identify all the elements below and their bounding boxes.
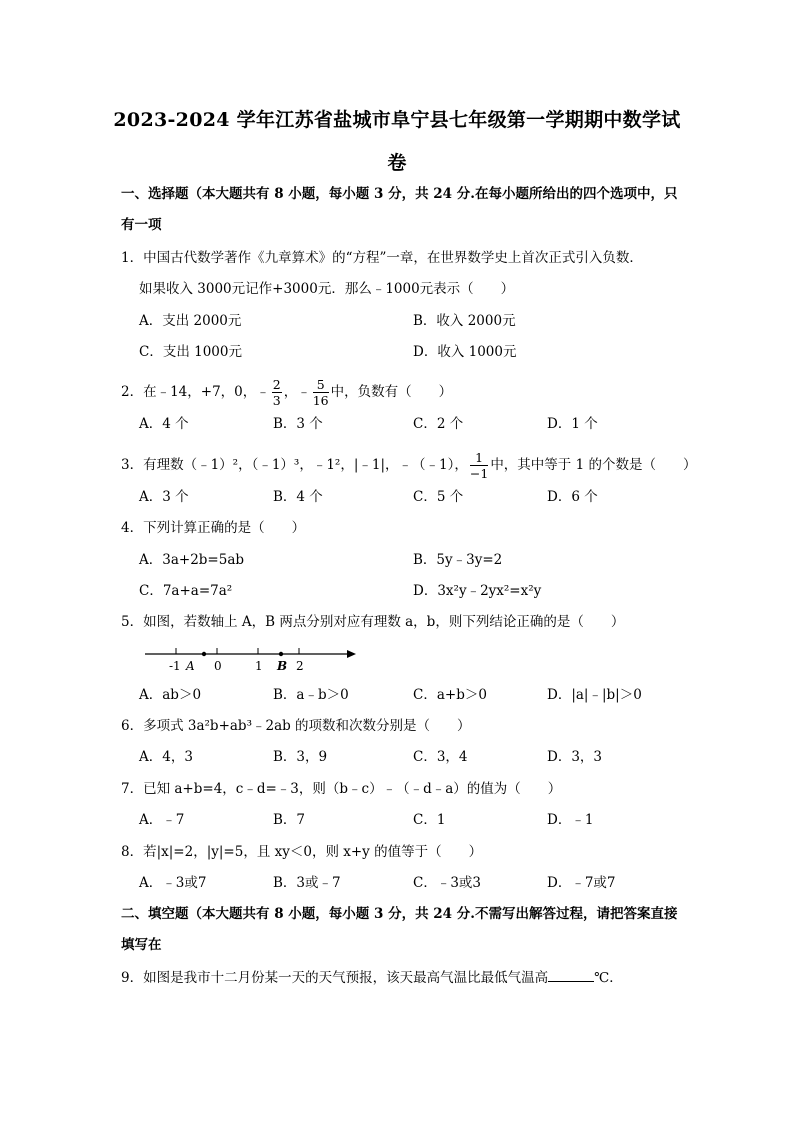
q2-option-a[interactable]: A．4 个 (139, 416, 189, 432)
q9-stem (121, 967, 623, 988)
q2-frac1-den: 3 (272, 393, 281, 408)
q7-option-c[interactable]: C．1 (413, 812, 446, 828)
q8-option-a[interactable]: A．﹣3或7 (139, 875, 207, 891)
q2-frac1-sign: ﹣ (256, 384, 270, 400)
q2-frac2-sign: ﹣ (297, 384, 311, 400)
q6-option-d[interactable]: D．3，3 (547, 749, 603, 765)
q9-stem-pre: 9．如图是我市十二月份某一天的天气预报，该天最高气温比最低气温高 (121, 970, 549, 986)
point-a (202, 652, 206, 656)
q1-stem-continued: 如果收入 3000元记作+3000元．那么﹣1000元表示（ ） (139, 281, 515, 297)
q5-number-line (140, 640, 370, 676)
q4-option-b[interactable]: B．5y﹣3y=2 (413, 552, 503, 568)
q3-stem (121, 450, 696, 481)
section1-header: 一、选择题（本大题共有 8 小题，每小题 3 分，共 24 分.在每小题所给出的四个选项中，只 (121, 186, 678, 202)
q3-fraction (470, 450, 488, 481)
label-1: 1 (255, 659, 263, 673)
q4-option-d[interactable]: D．3x²y﹣2yx²=x²y (413, 583, 542, 599)
q2-fraction-2 (313, 377, 329, 408)
page-title: 2023-2024 学年江苏省盐城市阜宁县七年级第一学期期中数学试 (113, 109, 681, 131)
q2-option-b[interactable]: B．3 个 (273, 416, 323, 432)
q8-option-b[interactable]: B．3或﹣7 (273, 875, 341, 891)
q1-option-d[interactable]: D．收入 1000元 (413, 344, 517, 360)
section2-header: 二、填空题（本大题共有 8 小题，每小题 3 分，共 24 分.不需写出解答过程，请把答案直接 (121, 906, 678, 922)
q5-option-b[interactable]: B．a﹣b＞0 (273, 687, 349, 703)
q5-option-c[interactable]: C．a+b＞0 (413, 687, 487, 703)
label-0: 0 (214, 659, 222, 673)
q2-option-c[interactable]: C．2 个 (413, 416, 464, 432)
q8-stem: 8．若|x|=2，|y|=5，且 xy＜0，则 x+y 的值等于（ ） (121, 844, 483, 860)
q2-frac2-den: 16 (312, 393, 329, 408)
q3-stem-post: 中，其中等于 1 的个数是（ ） (490, 457, 697, 473)
q3-option-d[interactable]: D．6 个 (547, 489, 598, 505)
q3-option-b[interactable]: B．4 个 (273, 489, 323, 505)
label-2: 2 (296, 659, 304, 673)
q1-option-a[interactable]: A．支出 2000元 (139, 313, 242, 329)
q3-frac-num: 1 (470, 450, 488, 466)
point-b (279, 652, 283, 656)
q2-frac1-num: 2 (272, 377, 281, 392)
page-title-continued: 卷 (387, 152, 407, 174)
q7-option-d[interactable]: D．﹣1 (547, 812, 594, 828)
q5-stem: 5．如图，若数轴上 A，B 两点分别对应有理数 a，b，则下列结论正确的是（ ） (121, 614, 625, 630)
q3-stem-pre: 3．有理数（﹣1）²，（﹣1）³，﹣1²，|﹣1|，﹣（﹣1）， (121, 457, 468, 473)
q1-option-b[interactable]: B．收入 2000元 (413, 313, 516, 329)
q6-option-b[interactable]: B．3，9 (273, 749, 328, 765)
q5-option-d[interactable]: D．|a|﹣|b|＞0 (547, 687, 642, 703)
section2-header-continued: 填写在 (121, 937, 162, 953)
label-minus-1: -1 (169, 659, 181, 673)
q2-frac-sep: ， (283, 384, 298, 400)
q9-answer-blank[interactable] (548, 967, 594, 982)
q3-option-c[interactable]: C．5 个 (413, 489, 464, 505)
q6-option-c[interactable]: C．3，4 (413, 749, 468, 765)
q6-stem: 6．多项式 3a²b+ab³﹣2ab 的项数和次数分别是（ ） (121, 718, 471, 734)
q2-stem (121, 377, 452, 408)
q1-option-c[interactable]: C．支出 1000元 (139, 344, 242, 360)
q4-option-a[interactable]: A．3a+2b=5ab (139, 552, 245, 568)
q9-stem-post: ℃． (594, 970, 623, 986)
q5-option-a[interactable]: A．ab＞0 (139, 687, 202, 703)
q3-frac-den: −1 (469, 466, 489, 481)
q2-stem-pre: 2．在﹣14，+7，0， (121, 384, 257, 400)
q7-option-a[interactable]: A．﹣7 (139, 812, 185, 828)
q4-option-c[interactable]: C．7a+a=7a² (139, 583, 233, 599)
q3-option-a[interactable]: A．3 个 (139, 489, 189, 505)
section1-header-continued: 有一项 (121, 217, 162, 233)
q2-fraction-1 (272, 377, 282, 408)
q4-stem: 4．下列计算正确的是（ ） (121, 520, 306, 536)
q2-option-d[interactable]: D．1 个 (547, 416, 598, 432)
q7-stem: 7．已知 a+b=4，c﹣d=﹣3，则（b﹣c）﹣（﹣d﹣a）的值为（ ） (121, 781, 562, 797)
q2-stem-post: 中，负数有（ ） (330, 384, 453, 400)
q7-option-b[interactable]: B．7 (273, 812, 306, 828)
label-a: A (186, 659, 195, 673)
number-line-arrow (347, 650, 356, 658)
label-b: B (277, 659, 288, 673)
q6-option-a[interactable]: A．4，3 (139, 749, 193, 765)
q8-option-c[interactable]: C．﹣3或3 (413, 875, 482, 891)
q2-frac2-num: 5 (313, 377, 329, 393)
q8-option-d[interactable]: D．﹣7或7 (547, 875, 616, 891)
q1-stem: 1．中国古代数学著作《九章算术》的“方程”一章，在世界数学史上首次正式引入负数． (121, 250, 643, 266)
